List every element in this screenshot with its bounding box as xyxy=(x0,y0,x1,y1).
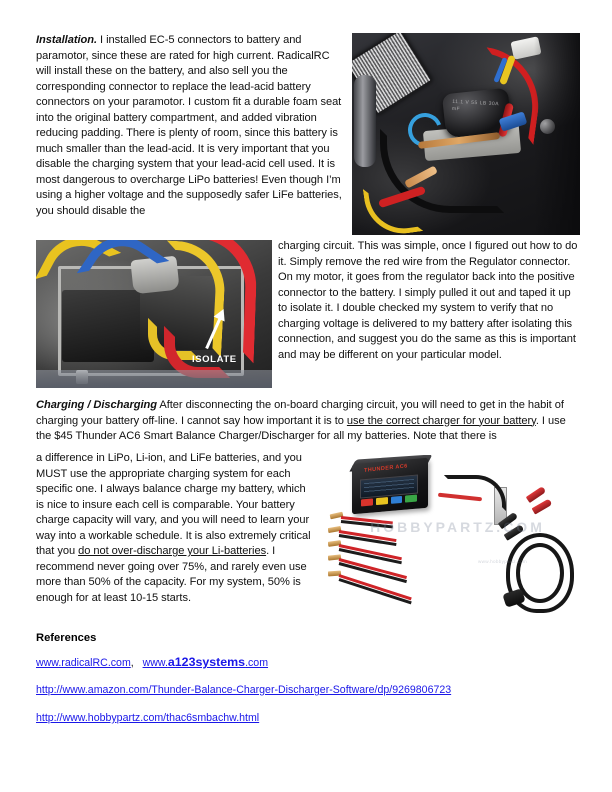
charging-cont-underlined-phrase: do not over-discharge your Li-batteries xyxy=(78,545,267,557)
link-radicalrc[interactable]: www.radicalRC.com xyxy=(36,657,131,669)
link-a123systems-suffix: .com xyxy=(245,657,269,669)
link-a123systems-bold: a123systems xyxy=(167,655,246,669)
charge-lead-wire xyxy=(339,578,412,604)
battery-wiring-isolate-photo xyxy=(36,240,272,388)
installation-body-column-2: charging circuit. This was simple, once I figured out how to do it. Simply remove the red wire from the Regulator connector. On my motor, it goes from the regulator back into the positive connector to the battery. I simply pulled it out and taped it up to isolate it. I double checked my system to verify that no charging voltage is delivered to my battery after isolating this connection, and suggest you do the same as this is important and may be different on your particular model. xyxy=(278,240,578,361)
charging-intro-part-a: After disconnecting the on-board charging circuit, you will need to get in the habit of charging your battery off-line. I cannot say how important it is to xyxy=(36,399,564,427)
charging-cont-part-b: . I recommend never going over 75%, and rarely even use more than 50% of the capacity. For my system, 50% is enough for at least 10-15 starts. xyxy=(36,545,307,604)
charging-intro-underlined-phrase: use the correct charger for your battery xyxy=(346,414,536,427)
charger-button-yellow xyxy=(376,497,388,505)
isolate-callout-label: ISOLATE xyxy=(192,354,237,365)
reference-separator: , xyxy=(130,657,134,669)
charger-brand-text: THUNDER AC6 xyxy=(364,463,408,474)
link-amazon-charger[interactable]: http://www.amazon.com/Thunder-Balance-Charger-Discharger-Software/dp/9269806723 xyxy=(36,684,452,696)
charging-intro-part-b: . I use the $45 Thunder AC6 Smart Balance Charger/Discharger for all my batteries. Note that there is xyxy=(36,414,566,442)
thunder-ac6-charger-kit-photo xyxy=(328,455,582,617)
regulator-label-text: 11.1 V 55 LB 30A mF xyxy=(451,98,499,113)
frame-tube xyxy=(354,75,376,167)
installation-body-column-1: I installed EC-5 connectors to battery and paramotor, since these are rated for high current. RadicalRC will install these on the battery, and also sell you the corresponding connector to replace the lead-acid battery connectors on your paramotor. I custom fit a durable foam seat into the original battery compartment, and added vibration reducing padding. There is plenty of room, since this battery is much smaller than the lead-acid. It is very important that you disable the charging system that your lead-acid cell used. It is most dangerous to overcharge LiPo batteries! Even though I’m using a higher voltage and the supposedly safer LiFe batteries, you should disable the xyxy=(36,34,342,217)
alligator-clip-red xyxy=(532,498,553,514)
installation-lead-in: Installation. xyxy=(36,34,97,46)
paramotor-engine-bay-photo xyxy=(352,33,580,235)
paragraph-charging-intro xyxy=(36,398,581,445)
paragraph-charging-continuation xyxy=(36,451,312,606)
photo-shadow-overlay xyxy=(534,33,580,235)
link-a123systems[interactable] xyxy=(143,657,268,669)
photo-watermark: HOBBYPARTZ.COM xyxy=(370,519,545,535)
paragraph-installation-column-2 xyxy=(278,239,581,363)
photo-watermark-small: www.hobbypartz.com xyxy=(478,559,528,564)
charging-lead-in: Charging / Discharging xyxy=(36,399,157,411)
charger-button-red xyxy=(361,498,373,506)
reference-line-1 xyxy=(36,655,268,671)
link-a123systems-prefix: www. xyxy=(142,657,168,669)
black-cable-loop xyxy=(444,475,506,511)
charger-button-blue xyxy=(391,496,403,504)
references-heading: References xyxy=(36,632,97,644)
paragraph-installation-column-1 xyxy=(36,33,342,219)
charging-cont-part-a: a difference in LiPo, Li-ion, and LiFe batteries, and you MUST use the appropriate charging system for each specific one. I always balance charge my battery, which is nice to insure each cell is comparable. Your battery charge capacity will vary, and you will need to learn your way into a workable schedule. It is also extremely critical that you xyxy=(36,452,311,557)
photo-ground-area xyxy=(36,370,272,388)
charger-button-green xyxy=(405,495,417,503)
link-hobbypartz-charger[interactable]: http://www.hobbypartz.com/thac6smbachw.html xyxy=(36,712,260,724)
